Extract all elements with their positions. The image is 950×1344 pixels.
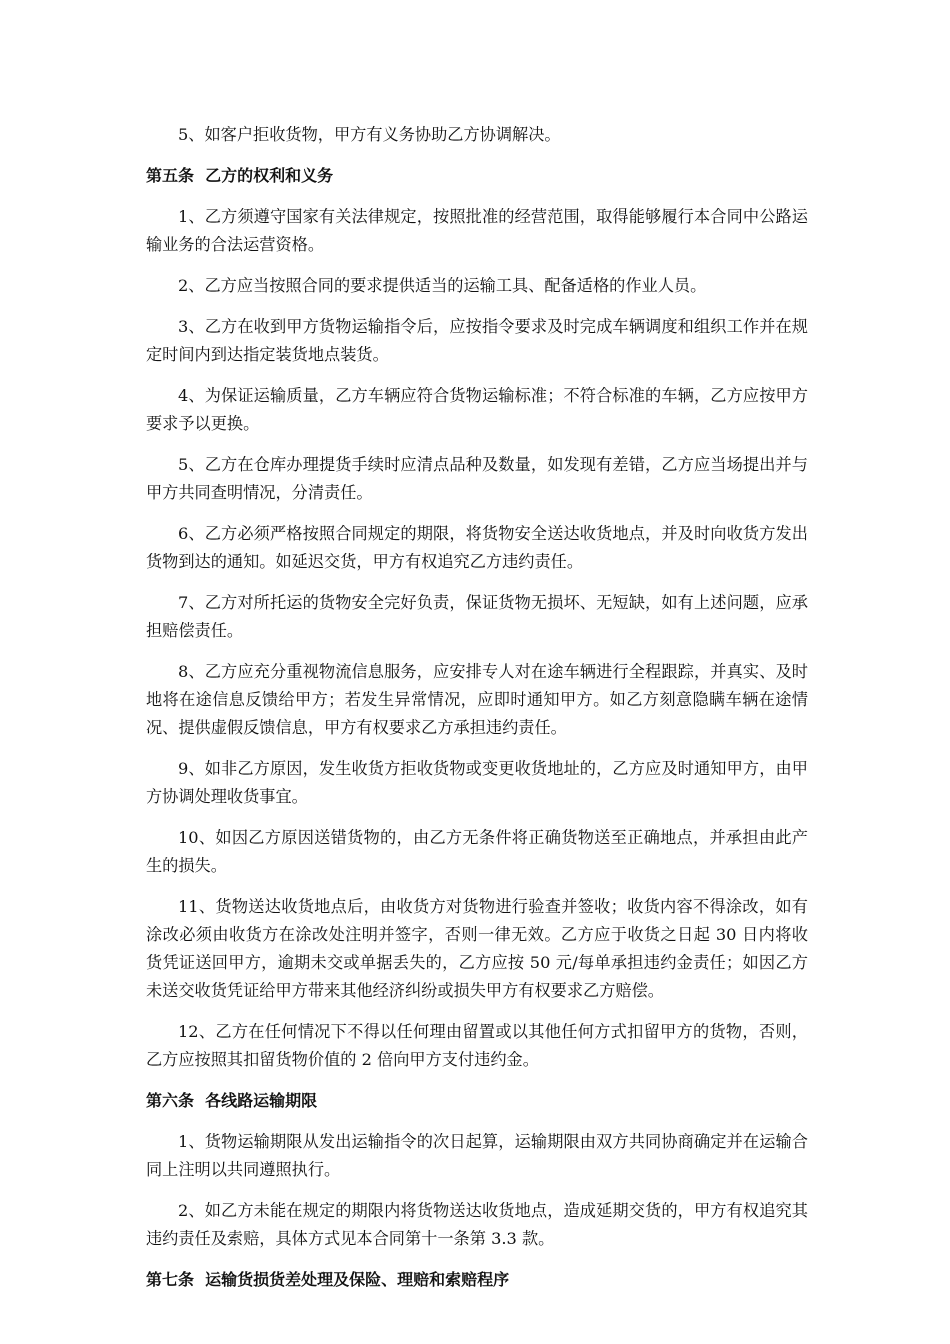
article-5-item-5: 5、乙方在仓库办理提货手续时应清点品种及数量，如发现有差错，乙方应当场提出并与甲方共同查明情况，分清责任。: [146, 455, 808, 502]
article-5-item-3: 3、乙方在收到甲方货物运输指令后，应按指令要求及时完成车辆调度和组织工作并在规定时间内到达指定装货地点装货。: [146, 317, 808, 364]
article-5-item-12: 12、乙方在任何情况下不得以任何理由留置或以其他任何方式扣留甲方的货物，否则，乙方应按照其扣留货物价值的 2 倍向甲方支付违约金。: [146, 1022, 808, 1069]
clause-4-item-5: 5、如客户拒收货物，甲方有义务协助乙方协调解决。: [178, 125, 561, 144]
article-7-heading: 第七条 运输货损货差处理及保险、理赔和索赔程序: [146, 1270, 510, 1289]
article-5-item-8: 8、乙方应充分重视物流信息服务，应安排专人对在途车辆进行全程跟踪，并真实、及时地将在途信息反馈给甲方；若发生异常情况，应即时通知甲方。如乙方刻意隐瞒车辆在途情况、提供虚假反馈信息，甲方有权要求乙方承担违约责任。: [146, 662, 808, 737]
article-6-item-2: 2、如乙方未能在规定的期限内将货物送达收货地点，造成延期交货的，甲方有权追究其违约责任及索赔，具体方式见本合同第十一条第 3.3 款。: [146, 1201, 808, 1248]
article-5-item-11: 11、货物送达收货地点后，由收货方对货物进行验查并签收；收货内容不得涂改，如有涂改必须由收货方在涂改处注明并签字，否则一律无效。乙方应于收货之日起 30 日内将收货凭证送回甲方，逾期未交或单据丢失的，乙方应按 50 元/每单承担违约金责任；如因乙方未送交收货凭证给甲方带来其他经济纠纷或损失甲方有权要求乙方赔偿。: [146, 897, 808, 1000]
article-5-item-10: 10、如因乙方原因送错货物的，由乙方无条件将正确货物送至正确地点，并承担由此产生的损失。: [146, 828, 808, 875]
article-5-item-1: 1、乙方须遵守国家有关法律规定，按照批准的经营范围，取得能够履行本合同中公路运输业务的合法运营资格。: [146, 207, 808, 254]
document-body: [146, 121, 808, 1307]
article-5-item-2: 2、乙方应当按照合同的要求提供适当的运输工具、配备适格的作业人员。: [178, 276, 707, 295]
article-5-item-6: 6、乙方必须严格按照合同规定的期限，将货物安全送达收货地点，并及时向收货方发出货物到达的通知。如延迟交货，甲方有权追究乙方违约责任。: [146, 524, 808, 571]
article-5-item-4: 4、为保证运输质量，乙方车辆应符合货物运输标准；不符合标准的车辆，乙方应按甲方要求予以更换。: [146, 386, 808, 433]
article-6-heading: 第六条 各线路运输期限: [146, 1091, 318, 1110]
article-5-item-9: 9、如非乙方原因，发生收货方拒收货物或变更收货地址的，乙方应及时通知甲方，由甲方协调处理收货事宜。: [146, 759, 808, 806]
article-6-item-1: 1、货物运输期限从发出运输指令的次日起算，运输期限由双方共同协商确定并在运输合同上注明以共同遵照执行。: [146, 1132, 808, 1179]
article-5-heading: 第五条 乙方的权利和义务: [146, 166, 334, 185]
article-5-item-7: 7、乙方对所托运的货物安全完好负责，保证货物无损坏、无短缺，如有上述问题，应承担赔偿责任。: [146, 593, 808, 640]
